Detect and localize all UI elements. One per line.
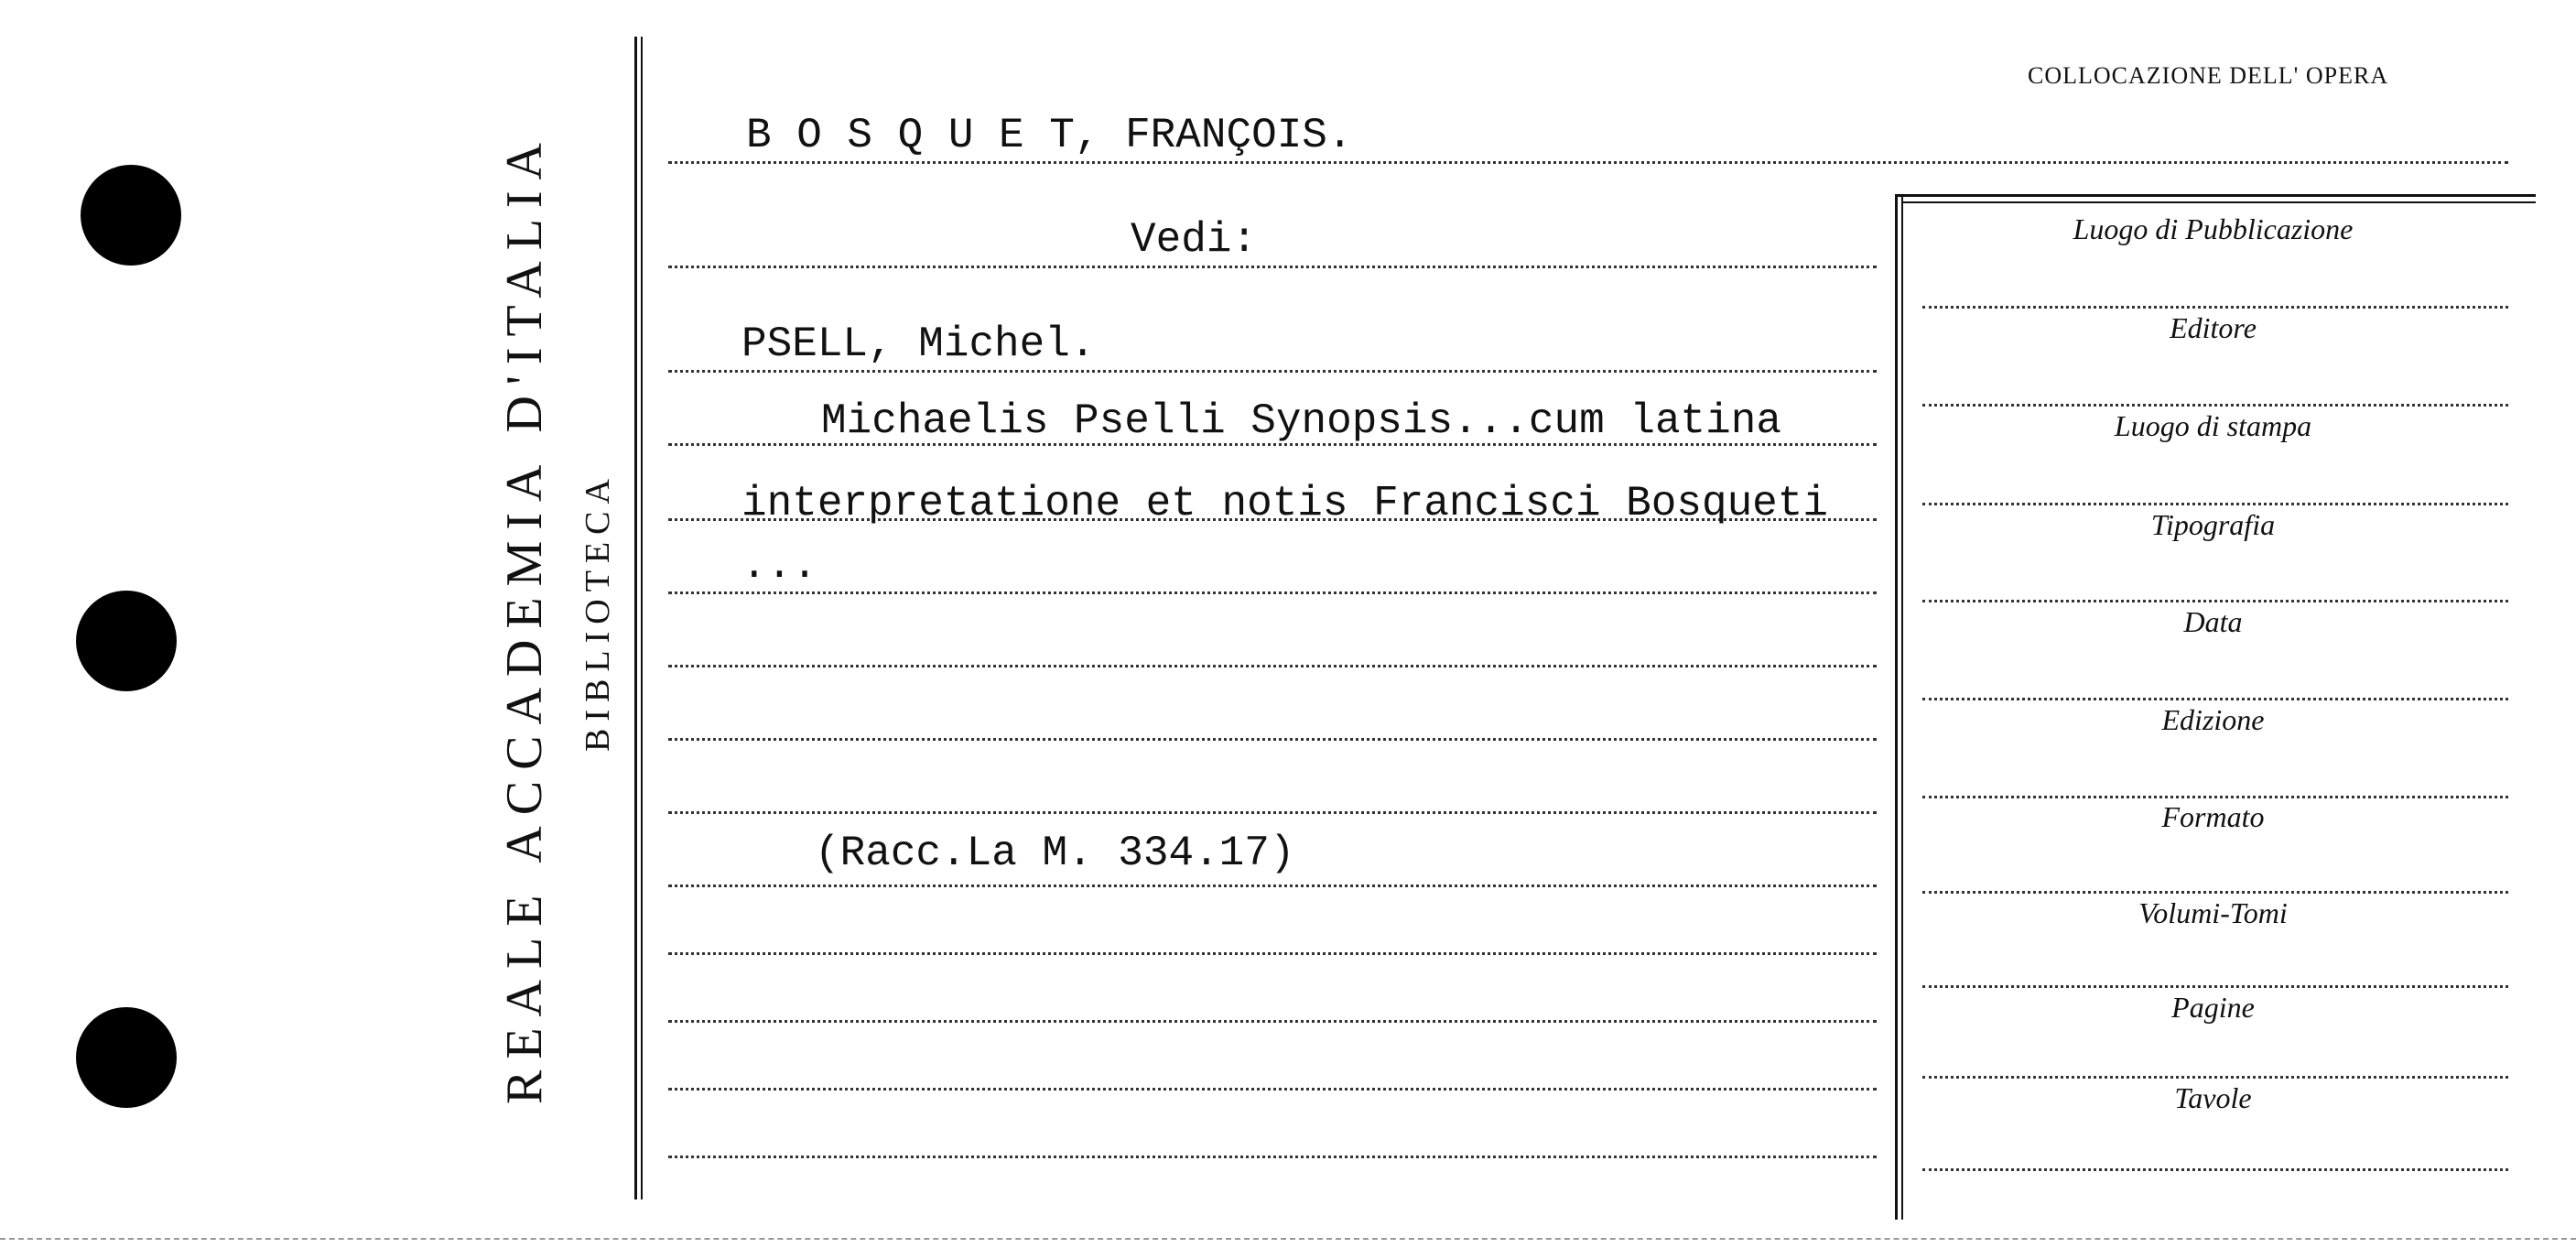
see-reference-label: Vedi: — [1131, 216, 1258, 264]
panel-ruled-line — [1922, 600, 2508, 602]
ruled-line — [668, 884, 1877, 887]
panel-top-line — [1895, 194, 2536, 197]
left-border-line-inner — [641, 37, 643, 1199]
ruled-line — [668, 952, 1877, 955]
ruled-line — [668, 738, 1877, 741]
panel-top-line-inner — [1901, 201, 2536, 203]
punch-hole-top — [81, 165, 181, 266]
shelfmark: (Racc.La M. 334.17) — [815, 830, 1295, 877]
card-bottom-edge — [0, 1238, 2576, 1240]
ruled-line — [668, 811, 1877, 814]
panel-header: COLLOCAZIONE DELL' OPERA — [2028, 62, 2389, 89]
punch-hole-middle — [76, 591, 177, 691]
field-data: Data — [2183, 605, 2243, 638]
panel-ruled-line — [1922, 404, 2508, 407]
left-border-line — [634, 37, 637, 1199]
ruled-line — [668, 1156, 1877, 1158]
title-line-3: ... — [741, 542, 817, 590]
field-editore: Editore — [2170, 311, 2257, 344]
panel-ruled-line — [1922, 1076, 2508, 1079]
ruled-line — [668, 591, 1877, 594]
ruled-line — [668, 370, 1877, 373]
field-pagine: Pagine — [2171, 991, 2255, 1024]
ruled-line — [668, 1020, 1877, 1023]
field-tipografia: Tipografia — [2150, 508, 2276, 541]
title-line-2: interpretatione et notis Francisci Bosqueti — [741, 480, 1828, 527]
panel-border-line-inner — [1901, 194, 1903, 1220]
panel-ruled-line — [1922, 306, 2508, 309]
punch-hole-bottom — [76, 1007, 177, 1108]
field-volumi-tomi: Volumi-Tomi — [2138, 896, 2288, 929]
panel-ruled-line — [1922, 503, 2508, 505]
field-formato: Formato — [2161, 800, 2265, 833]
title-line-1: Michaelis Pselli Synopsis...cum latina — [821, 397, 1781, 445]
institution-department: BIBLIOTECA — [579, 472, 617, 752]
panel-ruled-line — [1922, 985, 2508, 988]
author-name: PSELL, Michel. — [741, 320, 1096, 368]
institution-name: REALE ACCADEMIA D'ITALIA — [496, 132, 553, 1104]
field-tavole: Tavole — [2174, 1081, 2252, 1114]
field-edizione: Edizione — [2161, 703, 2265, 736]
panel-ruled-line — [1922, 891, 2508, 894]
ruled-line — [668, 665, 1877, 667]
panel-ruled-line — [1922, 698, 2508, 700]
field-luogo-pubblicazione: Luogo di Pubblicazione — [2073, 212, 2354, 245]
field-luogo-stampa: Luogo di stampa — [2114, 409, 2312, 442]
panel-border-line — [1895, 194, 1898, 1220]
panel-ruled-line — [1922, 796, 2508, 798]
ruled-line — [668, 1088, 1877, 1091]
ruled-line — [668, 266, 1877, 268]
ruled-line — [668, 161, 2508, 164]
panel-ruled-line — [1922, 1168, 2508, 1171]
entry-heading: B O S Q U E T, FRANÇOIS. — [746, 112, 1353, 159]
